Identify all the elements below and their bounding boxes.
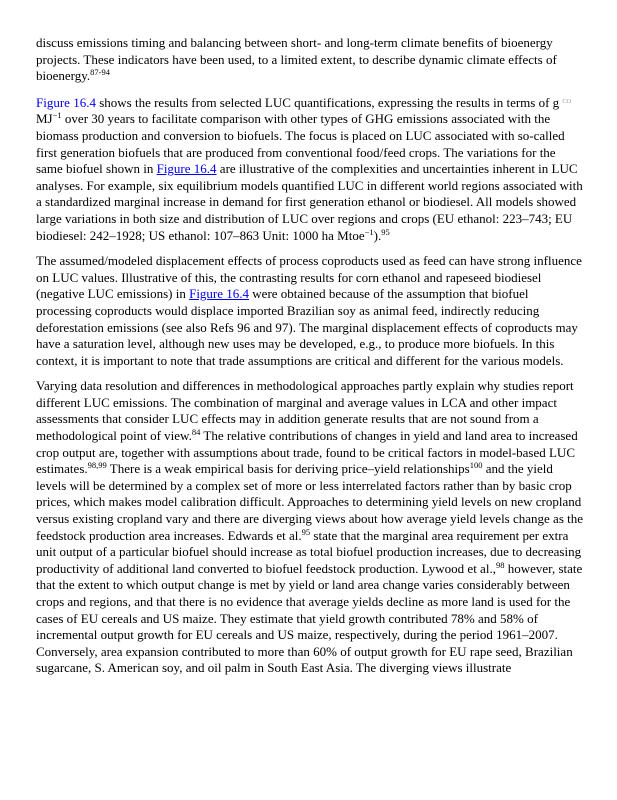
document-page (36, 35, 584, 686)
paragraph-4: Varying data resolution and differences in methodological approaches partly explain why studies report different LUC emissions. The combination of marginal and average values in LCA and other impact assessments that consider LUC effects may in addition generate results that are not sound from a methodological point of view.$^{84}$ The relative contributions of changes in yield and land area to increased crop output are, together with assumptions about trade, found to be critical factors in model-based LUC estimates.$^{98,99}$ There is a weak empirical basis for deriving price–yield relationships$^{100}$ and the yield levels will be determined by a complex set of more or less interrelated factors rather than by basic crop prices, which makes model calibration difficult. Approaches to determining yield levels on new cropland versus existing cropland vary and there are diverging views about how average yield levels change as the feedstock production area increases. Edwards et al.$^{95}$ state that the marginal area requirement per extra unit output of a particular biofuel should increase as total biofuel production increases, due to decreasing productivity of additional land converted to biofuel feedstock production. Lywood et al.,$^{98}$ however, state that the extent to which output change is met by yield or land area change varies considerably between crops and regions, and that there is no evidence that average yields decline as more land is used for the cases of EU cereals and US maize. They estimate that yield growth contributed 78% and 58% of incremental output growth for EU cereals and US maize, respectively, during the period 1961–2007. Conversely, area expansion contributed to more than 60% of output growth for EU rape seed, Brazilian sugarcane, S. American soy, and oil palm in South East Asia. The diverging views illustrate (36, 378, 584, 676)
citation-87-94: 87-94 (90, 67, 110, 78)
citation-98-99: 98,99 (87, 460, 107, 471)
citation-95: 95 (301, 526, 311, 537)
citation-95: 95 (381, 226, 390, 237)
co2-subscript-glyph: CO (562, 97, 571, 105)
paragraph-3: The assumed/modeled displacement effects of process coproducts used as feed can have strong influence on LUC values. Illustrative of this, the contrasting results for corn ethanol and rapeseed biodiesel (negative LUC emissions) in Figure 16.4 were obtained because of the assumption that biofuel processing coproducts would displace imported Brazilian soy as animal feed, indirectly reducing deforestation emissions (see also Refs 96 and 97). The marginal displacement effects of coproducts may have a saturation level, although new uses may be developed, e.g., to produce more biofuels. In this context, it is important to note that trade assumptions are critical and different for the various models. (36, 253, 582, 368)
figure-16-4-link[interactable]: Figure 16.4 (156, 161, 217, 177)
paragraph-1 (36, 35, 584, 85)
figure-16-4-link[interactable]: Figure 16.4 (189, 286, 250, 302)
citation-100: 100 (469, 460, 483, 471)
exponent: −1 (52, 110, 62, 121)
exponent: −1 (364, 226, 374, 237)
figure-16-4-link[interactable]: Figure 16.4 (36, 94, 96, 110)
citation-84: 84 (191, 427, 201, 438)
citation-98: 98 (495, 559, 505, 570)
paragraph-1-text: discuss emissions timing and balancing between short- and long-term climate benefits of bioenergy projects. These indicators have been used, to a limited extent, to describe dynamic climate effects of bioenergy. (36, 35, 557, 84)
paragraph-2: Figure 16.4 shows the results from selected LUC quantifications, expressing the results in terms of g $^{CO}$ $MJ^{-1}$ over 30 years to facilitate comparison with other types of GHG emissions associated with the biomass production and conversion to biofuels. The focus is placed on LUC associated with so-called first generation biofuels that are produced from conventional food/feed crops. The variations for the same biofuel shown in Figure 16.4 are illustrative of the complexities and uncertainties inherent in LUC analyses. For example, six equilibrium models quantified LUC in different world regions associated with a standardized marginal increase in demand for first generation ethanol or biodiesel. All models showed large variations in both size and distribution of LUC over regions and crops (EU ethanol: 223–743; EU biodiesel: 242–1928; US ethanol: 107–863 Unit: 1000 ha Mtoe$^{-1}$).$^{95}$ (36, 94, 583, 243)
